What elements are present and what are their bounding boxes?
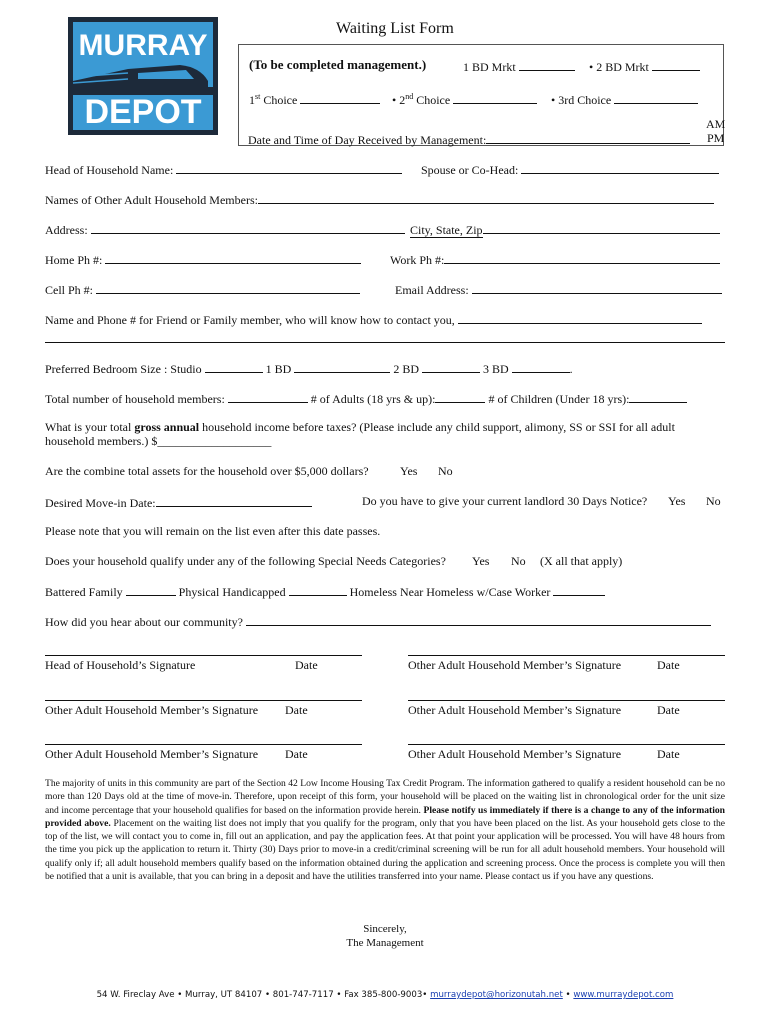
second-choice-line[interactable] [453, 91, 537, 104]
move-in-date-field: Desired Move-in Date: [45, 494, 312, 511]
cell-phone-field: Cell Ph #: [45, 281, 360, 298]
other-signature-line-4[interactable] [45, 744, 362, 745]
murray-depot-logo [68, 17, 218, 135]
homeless-line[interactable] [553, 583, 605, 596]
children-line[interactable] [629, 390, 687, 403]
footer-website-link[interactable]: www.murraydepot.com [573, 990, 674, 1000]
bd2-line[interactable] [422, 360, 480, 373]
other-signature-line-5[interactable] [408, 744, 725, 745]
adults-line[interactable] [435, 390, 485, 403]
bd1-line[interactable] [294, 360, 390, 373]
hear-about-line[interactable] [246, 613, 711, 626]
email-field: Email Address: [395, 281, 722, 298]
home-phone-field: Home Ph #: [45, 251, 361, 268]
notice-yes-option[interactable]: Yes [668, 494, 686, 508]
date-received-line[interactable] [486, 131, 690, 144]
pm-label[interactable]: PM [707, 131, 725, 145]
income-question: What is your total gross annual household income before taxes? (Please include any child support, alimony, SS or SSI for all adult [45, 420, 675, 434]
third-choice-line[interactable] [614, 91, 698, 104]
other-signature-label-5: Other Adult Household Member’s Signature [408, 747, 622, 761]
hear-about-field: How did you hear about our community? [45, 613, 711, 630]
footer-address: 54 W. Fireclay Ave • Murray, UT 84107 • 801-747-7117 • Fax 385-800-9003• [96, 990, 431, 1000]
footer: 54 W. Fireclay Ave • Murray, UT 84107 • 801-747-7117 • Fax 385-800-9003• murraydepot@horizonutah.net • www.murraydepot.com [96, 990, 674, 1000]
contact-field: Name and Phone # for Friend or Family member, who will know how to contact you, [45, 311, 702, 328]
income-amount-field[interactable]: household members.) $___________________ [45, 434, 272, 448]
bd2-market-line[interactable] [652, 58, 700, 71]
other-signature-date-4: Date [285, 747, 308, 761]
contact-line-2[interactable] [45, 342, 725, 343]
work-phone-line[interactable] [444, 251, 720, 264]
other-members-line[interactable] [258, 191, 714, 204]
spouse-field: Spouse or Co-Head: [421, 161, 719, 178]
other-signature-date-5: Date [657, 747, 680, 761]
special-no-option[interactable]: No [511, 554, 526, 568]
x-all-note: (X all that apply) [540, 554, 623, 568]
household-count-field: Total number of household members: # of Adults (18 yrs & up): # of Children (Under 18 yrs): [45, 390, 687, 407]
special-yes-option[interactable]: Yes [472, 554, 490, 568]
closing-sincerely: Sincerely, [363, 923, 407, 935]
spouse-line[interactable] [521, 161, 719, 174]
physical-line[interactable] [289, 583, 347, 596]
other-signature-label-1: Other Adult Household Member’s Signature [408, 658, 622, 672]
management-heading: (To be completed management.) [249, 57, 427, 72]
head-of-household-field: Head of Household Name: [45, 161, 402, 178]
other-signature-date-2: Date [285, 703, 308, 717]
address-field: Address: [45, 221, 405, 238]
other-signature-date-3: Date [657, 703, 680, 717]
home-phone-line[interactable] [105, 251, 361, 264]
assets-question: Are the combine total assets for the household over $5,000 dollars? [45, 464, 369, 478]
notice-no-option[interactable]: No [706, 494, 721, 508]
battered-line[interactable] [126, 583, 176, 596]
other-signature-line-2[interactable] [45, 700, 362, 701]
bd1-market-line[interactable] [519, 58, 575, 71]
logo-text-depot: DEPOT [84, 93, 202, 131]
special-needs-question: Does your household qualify under any of the following Special Needs Categories? [45, 554, 446, 568]
cell-phone-line[interactable] [96, 281, 360, 294]
remain-note: Please note that you will remain on the list even after this date passes. [45, 524, 381, 538]
bedroom-size-field: Preferred Bedroom Size : Studio 1 BD 2 BD 3 BD . [45, 362, 573, 376]
notice-question: Do you have to give your current landlord 30 Days Notice? [362, 494, 648, 508]
total-members-line[interactable] [228, 390, 308, 403]
contact-line[interactable] [458, 311, 702, 324]
other-signature-line-1[interactable] [408, 655, 725, 656]
other-signature-label-2: Other Adult Household Member’s Signature [45, 703, 259, 717]
third-choice: • 3rd Choice [551, 91, 698, 108]
am-label[interactable]: AM [706, 117, 726, 131]
assets-yes-option[interactable]: Yes [400, 464, 418, 478]
first-choice-line[interactable] [300, 91, 380, 104]
footer-email-link[interactable]: murraydepot@horizonutah.net [430, 990, 563, 1000]
city-field: City, State, Zip [410, 221, 720, 238]
closing-management: The Management [346, 937, 424, 949]
other-signature-line-3[interactable] [408, 700, 725, 701]
form-title: Waiting List Form [336, 20, 454, 37]
program-disclaimer: The majority of units in this community are part of the Section 42 Low Income Housing Tax Credit Program. The information gathered to qualify a resident household can be no more than 120 Days old at the time of move-in. Therefore, upon receipt of this form, your household will be placed on the waiting list in chronological order for the unit size and income percentage that your household qualifies for based on the information provide herein. Please notify us immediately if there is a change to any of the information provided above. Placement on the waiting list does not imply that you qualify for the program, only that you have been placed on the list. As your household gets close to the top of the list, we will contact you to come in, fill out an application, and pay the application fees. At that point your application will be processed. You will have 48 hours from the time you pick up the application to return it. Thirty (30) Days prior to move-in a credit/criminal screening will be run for all adult household members. Your household will qualify only if; all adult household members qualify based on the information obtained during the application and screening process. Once the process is complete you will then be notified that a unit is available, that you can bring in a deposit and have the utilities transferred into your name. Please contact us if you have any questions. [45, 778, 725, 883]
head-signature-line[interactable] [45, 655, 362, 656]
studio-line[interactable] [205, 360, 263, 373]
assets-no-option[interactable]: No [438, 464, 453, 478]
logo-text-murray: MURRAY [78, 29, 208, 62]
other-signature-date-1: Date [657, 658, 680, 672]
address-line[interactable] [91, 221, 405, 234]
bd2-market-label: • 2 BD Mrkt [589, 58, 700, 75]
first-choice: 1st Choice [249, 91, 380, 108]
other-members-field: Names of Other Adult Household Members: [45, 191, 714, 208]
head-of-household-line[interactable] [176, 161, 402, 174]
second-choice: • 2nd Choice [392, 91, 537, 108]
city-line[interactable] [483, 221, 720, 234]
other-signature-label-3: Other Adult Household Member’s Signature [408, 703, 622, 717]
head-signature-label: Head of Household’s Signature [45, 658, 196, 672]
bd1-market-label: 1 BD Mrkt [463, 58, 575, 75]
email-line[interactable] [472, 281, 722, 294]
other-signature-label-4: Other Adult Household Member’s Signature [45, 747, 259, 761]
head-signature-date: Date [295, 658, 318, 672]
special-categories: Battered Family Physical Handicapped Homeless Near Homeless w/Case Worker [45, 583, 605, 600]
work-phone-field: Work Ph #: [390, 251, 720, 268]
date-received: Date and Time of Day Received by Management: [248, 131, 690, 148]
move-in-date-line[interactable] [156, 494, 312, 507]
bd3-line[interactable] [512, 360, 570, 373]
